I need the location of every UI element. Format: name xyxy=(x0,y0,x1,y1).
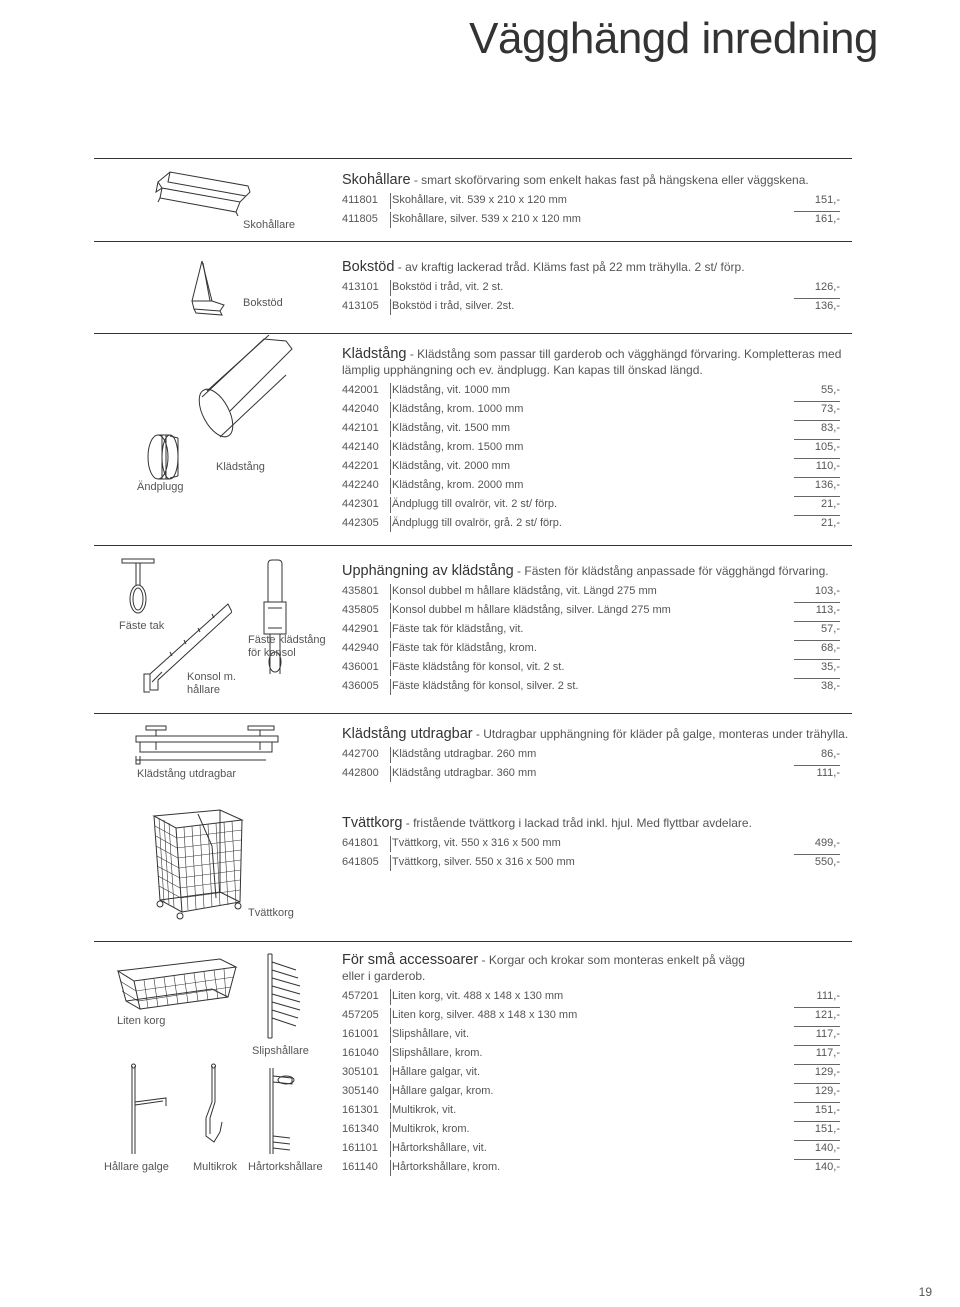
multi-hook-illustration xyxy=(198,1062,228,1160)
product-code: 442301 xyxy=(342,498,379,510)
price-divider xyxy=(794,621,840,622)
product-row xyxy=(342,1140,852,1159)
product-code: 442800 xyxy=(342,767,379,779)
section-title: Bokstöd - av kraftig lackerad tråd. Kläms fast på 22 mm trähylla. 2 st/ förp. xyxy=(342,259,745,275)
product-row xyxy=(342,1026,852,1045)
section-title: Klädstång utdragbar - Utdragbar upphängning för kläder på galge, monteras under trähylla. xyxy=(342,726,849,742)
price-divider xyxy=(794,640,840,641)
tie-holder-illustration xyxy=(262,950,308,1042)
section-title: Tvättkorg - fristående tvättkorg i lackad tråd inkl. hjul. Med flyttbar avdelare. xyxy=(342,815,752,831)
price-divider xyxy=(794,1159,840,1160)
product-row xyxy=(342,659,852,678)
product-row xyxy=(342,583,852,602)
section-divider xyxy=(94,713,852,714)
product-price: 57,- xyxy=(821,623,840,635)
product-code: 435805 xyxy=(342,604,379,616)
label-slipshallare: Slipshållare xyxy=(252,1045,309,1057)
product-row xyxy=(342,678,852,697)
product-code: 413105 xyxy=(342,300,379,312)
section-divider xyxy=(94,545,852,546)
product-row xyxy=(342,458,852,477)
price-divider xyxy=(794,1140,840,1141)
product-price: 499,- xyxy=(814,837,840,849)
product-desc: Hållare galgar, vit. xyxy=(392,1066,481,1078)
product-row xyxy=(342,1121,852,1140)
product-code: 442700 xyxy=(342,748,379,760)
product-code: 457201 xyxy=(342,990,379,1002)
product-desc: Liten korg, silver. 488 x 148 x 130 mm xyxy=(392,1009,578,1021)
product-price: 83,- xyxy=(821,422,840,434)
product-price: 129,- xyxy=(814,1085,840,1097)
section-bokstod xyxy=(342,259,852,317)
product-row xyxy=(342,640,852,659)
product-desc: Klädstång, krom. 1000 mm xyxy=(392,403,524,415)
product-desc: Skohållare, silver. 539 x 210 x 120 mm xyxy=(392,213,581,225)
product-desc: Klädstång, vit. 1000 mm xyxy=(392,384,511,396)
product-code: 411801 xyxy=(342,194,378,206)
product-row xyxy=(342,854,852,873)
product-price: 136,- xyxy=(814,479,840,491)
label-faste-tak: Fäste tak xyxy=(119,620,165,632)
product-price: 110,- xyxy=(815,460,840,472)
price-divider xyxy=(794,1045,840,1046)
price-divider xyxy=(794,602,840,603)
product-price: 73,- xyxy=(821,403,840,415)
section-tvattkorg xyxy=(342,815,852,873)
product-row xyxy=(342,621,852,640)
section-title: Klädstång - Klädstång som passar till garderob och vägghängd förvaring. Kompletteras med lämplig upphängning och ev. ändplugg. Kan kapas till önskad längd. xyxy=(342,346,842,377)
product-desc: Multikrok, krom. xyxy=(392,1123,470,1135)
product-desc: Bokstöd i tråd, silver. 2st. xyxy=(392,300,515,312)
label-skohallare: Skohållare xyxy=(243,219,295,231)
price-divider xyxy=(794,1102,840,1103)
product-desc: Hårtorkshållare, vit. xyxy=(392,1142,487,1154)
product-row xyxy=(342,515,852,534)
price-divider xyxy=(794,211,840,212)
pull-out-rail-illustration xyxy=(132,720,282,768)
product-code: 442305 xyxy=(342,517,379,529)
product-price: 151,- xyxy=(814,1104,840,1116)
price-divider xyxy=(794,458,840,459)
product-code: 161101 xyxy=(342,1142,378,1154)
label-faste-konsol: Fäste klädstång för konsol xyxy=(248,634,326,659)
price-divider xyxy=(794,1083,840,1084)
product-desc: Multikrok, vit. xyxy=(392,1104,457,1116)
product-code: 641805 xyxy=(342,856,379,868)
product-price: 550,- xyxy=(814,856,840,868)
hanger-holder-illustration xyxy=(124,1062,174,1160)
product-desc: Klädstång utdragbar. 360 mm xyxy=(392,767,537,779)
price-divider xyxy=(794,1007,840,1008)
product-price: 111,- xyxy=(816,767,840,779)
section-title: Upphängning av klädstång - Fästen för klädstång anpassade för vägghängd förvaring. xyxy=(342,563,829,579)
product-price: 86,- xyxy=(821,748,840,760)
product-row xyxy=(342,746,852,765)
product-price: 151,- xyxy=(814,1123,840,1135)
product-code: 305101 xyxy=(342,1066,379,1078)
product-code: 411805 xyxy=(342,213,378,225)
product-desc: Klädstång, vit. 1500 mm xyxy=(392,422,511,434)
label-utdragbar: Klädstång utdragbar xyxy=(137,768,237,780)
label-bokstod: Bokstöd xyxy=(243,297,283,309)
price-divider xyxy=(794,298,840,299)
product-row xyxy=(342,1159,852,1178)
product-row xyxy=(342,420,852,439)
product-code: 442240 xyxy=(342,479,379,491)
label-konsol: Konsol m. hållare xyxy=(187,671,236,696)
product-code: 305140 xyxy=(342,1085,379,1097)
page-number: 19 xyxy=(918,1285,932,1299)
label-andplugg: Ändplugg xyxy=(137,481,184,493)
product-price: 161,- xyxy=(814,213,840,225)
small-basket-illustration xyxy=(112,955,240,1013)
product-code: 442140 xyxy=(342,441,379,453)
product-desc: Konsol dubbel m hållare klädstång, silver. Längd 275 mm xyxy=(392,604,671,616)
product-price: 38,- xyxy=(821,680,840,692)
product-desc: Klädstång, vit. 2000 mm xyxy=(392,460,511,472)
product-code: 161140 xyxy=(342,1161,378,1173)
label-multikrok: Multikrok xyxy=(193,1161,238,1173)
label-liten-korg: Liten korg xyxy=(117,1015,166,1027)
product-row xyxy=(342,1007,852,1026)
product-price: 55,- xyxy=(821,384,840,396)
product-desc: Tvättkorg, vit. 550 x 316 x 500 mm xyxy=(392,837,561,849)
product-desc: Slipshållare, vit. xyxy=(392,1028,470,1040)
product-desc: Ändplugg till ovalrör, vit. 2 st/ förp. xyxy=(392,498,558,510)
product-desc: Klädstång, krom. 2000 mm xyxy=(392,479,524,491)
product-desc: Slipshållare, krom. xyxy=(392,1047,483,1059)
product-row xyxy=(342,211,852,230)
price-divider xyxy=(794,678,840,679)
product-desc: Konsol dubbel m hållare klädstång, vit. Längd 275 mm xyxy=(392,585,657,597)
product-price: 129,- xyxy=(814,1066,840,1078)
section-skohallare xyxy=(342,172,852,230)
product-code: 442940 xyxy=(342,642,379,654)
section-title: För små accessoarer - Korgar och krokar som monteras enkelt på vägg eller i garderob. xyxy=(342,952,745,983)
section-kladstang xyxy=(342,346,852,534)
product-desc: Hållare galgar, krom. xyxy=(392,1085,494,1097)
product-code: 436001 xyxy=(342,661,379,673)
section-divider xyxy=(94,333,852,334)
product-code: 161001 xyxy=(342,1028,379,1040)
product-desc: Ändplugg till ovalrör, grå. 2 st/ förp. xyxy=(392,517,562,529)
product-desc: Bokstöd i tråd, vit. 2 st. xyxy=(392,281,504,293)
price-divider xyxy=(794,477,840,478)
price-divider xyxy=(794,439,840,440)
price-divider xyxy=(794,659,840,660)
label-kladstang: Klädstång xyxy=(216,461,265,473)
product-price: 68,- xyxy=(821,642,840,654)
product-row xyxy=(342,1064,852,1083)
product-code: 442901 xyxy=(342,623,379,635)
section-divider xyxy=(94,158,852,159)
product-row xyxy=(342,496,852,515)
price-divider xyxy=(794,1121,840,1122)
product-row xyxy=(342,382,852,401)
product-price: 140,- xyxy=(814,1142,840,1154)
label-tvattkorg: Tvättkorg xyxy=(248,907,294,919)
product-desc: Hårtorkshållare, krom. xyxy=(392,1161,501,1173)
product-price: 21,- xyxy=(821,498,840,510)
product-row xyxy=(342,602,852,621)
section-upphangning xyxy=(342,563,852,697)
product-desc: Fäste klädstång för konsol, vit. 2 st. xyxy=(392,661,565,673)
laundry-basket-illustration xyxy=(150,806,246,922)
product-price: 21,- xyxy=(821,517,840,529)
page-title: Vägghängd inredning xyxy=(469,14,878,63)
product-desc: Klädstång, krom. 1500 mm xyxy=(392,441,524,453)
price-divider xyxy=(794,854,840,855)
product-code: 442201 xyxy=(342,460,379,472)
product-code: 442001 xyxy=(342,384,379,396)
product-code: 457205 xyxy=(342,1009,379,1021)
product-code: 641801 xyxy=(342,837,379,849)
product-code: 442040 xyxy=(342,403,379,415)
product-price: 35,- xyxy=(821,661,840,673)
price-divider xyxy=(794,401,840,402)
product-price: 151,- xyxy=(814,194,840,206)
product-row xyxy=(342,192,852,211)
section-utdragbar xyxy=(342,726,852,784)
product-code: 442101 xyxy=(342,422,379,434)
section-divider xyxy=(94,941,852,942)
price-divider xyxy=(794,496,840,497)
product-code: 161301 xyxy=(342,1104,379,1116)
product-desc: Fäste tak för klädstång, krom. xyxy=(392,642,537,654)
product-desc: Tvättkorg, silver. 550 x 316 x 500 mm xyxy=(392,856,575,868)
section-divider xyxy=(94,241,852,242)
price-divider xyxy=(794,1026,840,1027)
product-price: 103,- xyxy=(814,585,840,597)
product-price: 126,- xyxy=(814,281,840,293)
product-code: 413101 xyxy=(342,281,379,293)
product-row xyxy=(342,1102,852,1121)
product-price: 105,- xyxy=(814,441,840,453)
product-code: 436005 xyxy=(342,680,379,692)
product-price: 136,- xyxy=(814,300,840,312)
hairdryer-holder-illustration xyxy=(262,1066,302,1158)
product-price: 117,- xyxy=(815,1028,840,1040)
product-desc: Liten korg, vit. 488 x 148 x 130 mm xyxy=(392,990,564,1002)
product-code: 161040 xyxy=(342,1047,379,1059)
product-row xyxy=(342,988,852,1007)
product-code: 161340 xyxy=(342,1123,379,1135)
product-price: 121,- xyxy=(814,1009,840,1021)
product-row xyxy=(342,835,852,854)
product-price: 113,- xyxy=(815,604,840,616)
product-desc: Fäste tak för klädstång, vit. xyxy=(392,623,524,635)
product-row xyxy=(342,477,852,496)
section-title: Skohållare - smart skoförvaring som enkelt hakas fast på hängskena eller väggskena. xyxy=(342,172,809,188)
label-hallare-galge: Hållare galge xyxy=(104,1161,169,1173)
product-desc: Skohållare, vit. 539 x 210 x 120 mm xyxy=(392,194,567,206)
product-code: 435801 xyxy=(342,585,379,597)
product-row xyxy=(342,765,852,784)
product-desc: Klädstång utdragbar. 260 mm xyxy=(392,748,537,760)
product-row xyxy=(342,1045,852,1064)
section-accessoarer xyxy=(342,952,852,1178)
product-row xyxy=(342,401,852,420)
product-row xyxy=(342,1083,852,1102)
product-price: 140,- xyxy=(814,1161,840,1173)
product-price: 111,- xyxy=(816,990,840,1002)
product-row xyxy=(342,298,852,317)
price-divider xyxy=(794,515,840,516)
product-row xyxy=(342,439,852,458)
price-divider xyxy=(794,765,840,766)
price-divider xyxy=(794,1064,840,1065)
label-hartorkshallare: Hårtorkshållare xyxy=(248,1161,323,1173)
price-divider xyxy=(794,420,840,421)
product-desc: Fäste klädstång för konsol, silver. 2 st. xyxy=(392,680,579,692)
product-price: 117,- xyxy=(815,1047,840,1059)
product-row xyxy=(342,279,852,298)
bookend-illustration xyxy=(188,257,228,319)
console-rail-bracket-illustration xyxy=(258,558,294,678)
